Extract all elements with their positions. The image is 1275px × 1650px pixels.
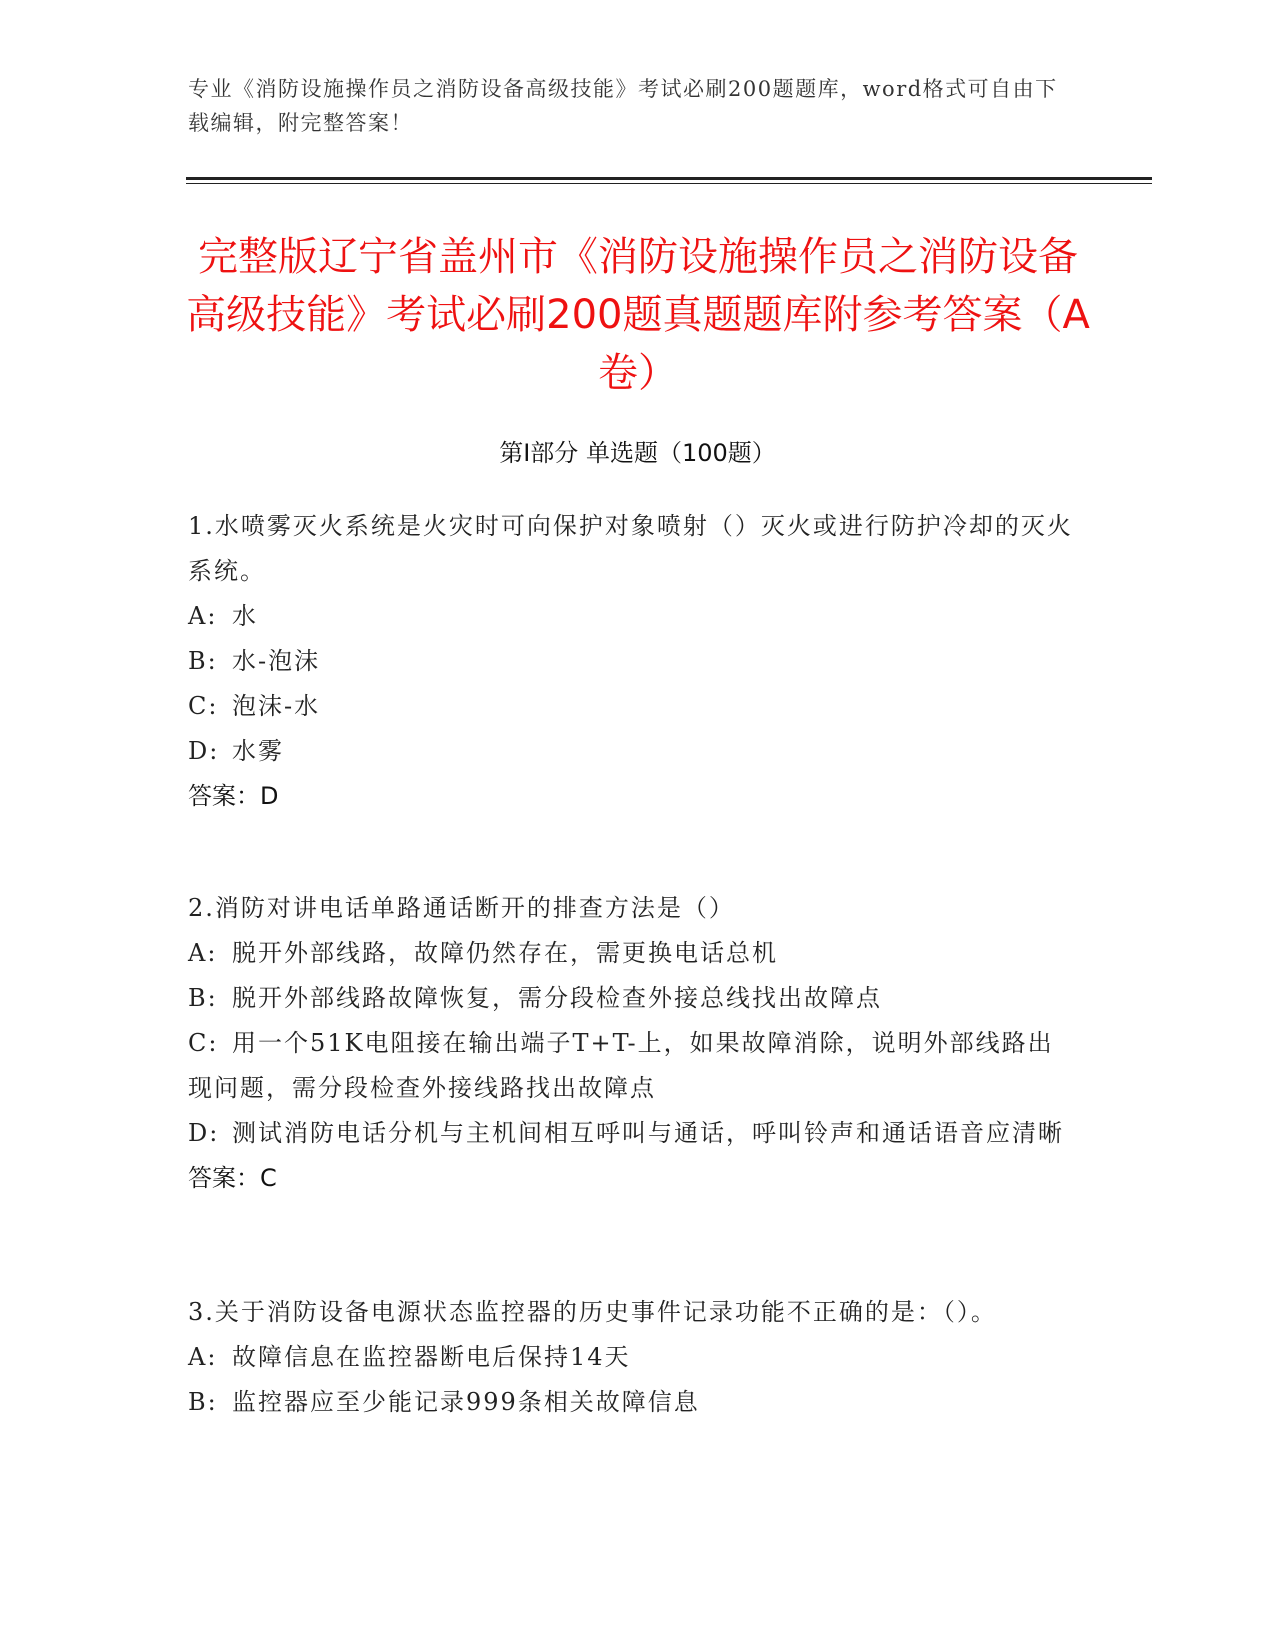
option-text: 水 [232,602,258,630]
option-text: 测试消防电话分机与主机间相互呼叫与通话，呼叫铃声和通话语音应清晰 [232,1119,1064,1147]
answer: 答案：D [188,782,279,810]
answer: 答案：C [188,1164,277,1192]
option-letter: A: [188,939,218,967]
option-text: 水-泡沫 [232,647,321,675]
option-letter: B: [188,1388,218,1416]
option-letter: A: [188,602,218,630]
option-c [188,1021,1078,1111]
option-c [188,684,1078,729]
option-b [188,976,1078,1021]
question-2 [188,886,1078,1201]
option-a [188,1335,1078,1380]
option-letter: A: [188,1343,218,1371]
question-stem: 1.水喷雾灭火系统是火灾时可向保护对象喷射（）灭火或进行防护冷却的灭火系统。 [188,512,1073,585]
option-text: 泡沫-水 [232,692,321,720]
option-letter: C: [188,692,219,720]
option-d [188,1111,1078,1156]
option-letter: B: [188,647,218,675]
question-1 [188,504,1078,819]
option-text: 脱开外部线路，故障仍然存在，需更换电话总机 [232,939,778,967]
option-letter: C: [188,1029,219,1057]
question-3 [188,1290,1078,1425]
option-a [188,931,1078,976]
option-text: 用一个51K电阻接在输出端子T+T-上，如果故障消除，说明外部线路出现问题，需分段检查外接线路找出故障点 [188,1029,1054,1102]
document-title: 完整版辽宁省盖州市《消防设施操作员之消防设备高级技能》考试必刷200题真题题库附参考答案（A卷） [186,234,1090,396]
option-letter: D: [188,737,220,765]
header-note: 专业《消防设施操作员之消防设备高级技能》考试必刷200题题库，word格式可自由下载编辑，附完整答案！ [188,77,1058,135]
question-stem: 2.消防对讲电话单路通话断开的排查方法是（） [188,894,735,922]
option-b [188,639,1078,684]
question-stem: 3.关于消防设备电源状态监控器的历史事件记录功能不正确的是：（）。 [188,1298,997,1326]
option-a [188,594,1078,639]
option-text: 水雾 [232,737,284,765]
option-text: 脱开外部线路故障恢复，需分段检查外接总线找出故障点 [232,984,882,1012]
header-divider-thin [186,183,1152,184]
option-b [188,1380,1078,1425]
option-text: 监控器应至少能记录999条相关故障信息 [232,1388,700,1416]
section-title: 第Ⅰ部分 单选题（100题） [499,439,776,467]
option-d [188,729,1078,774]
option-text: 故障信息在监控器断电后保持14天 [232,1343,631,1371]
option-letter: D: [188,1119,220,1147]
header-divider-thick [186,177,1152,180]
option-letter: B: [188,984,218,1012]
